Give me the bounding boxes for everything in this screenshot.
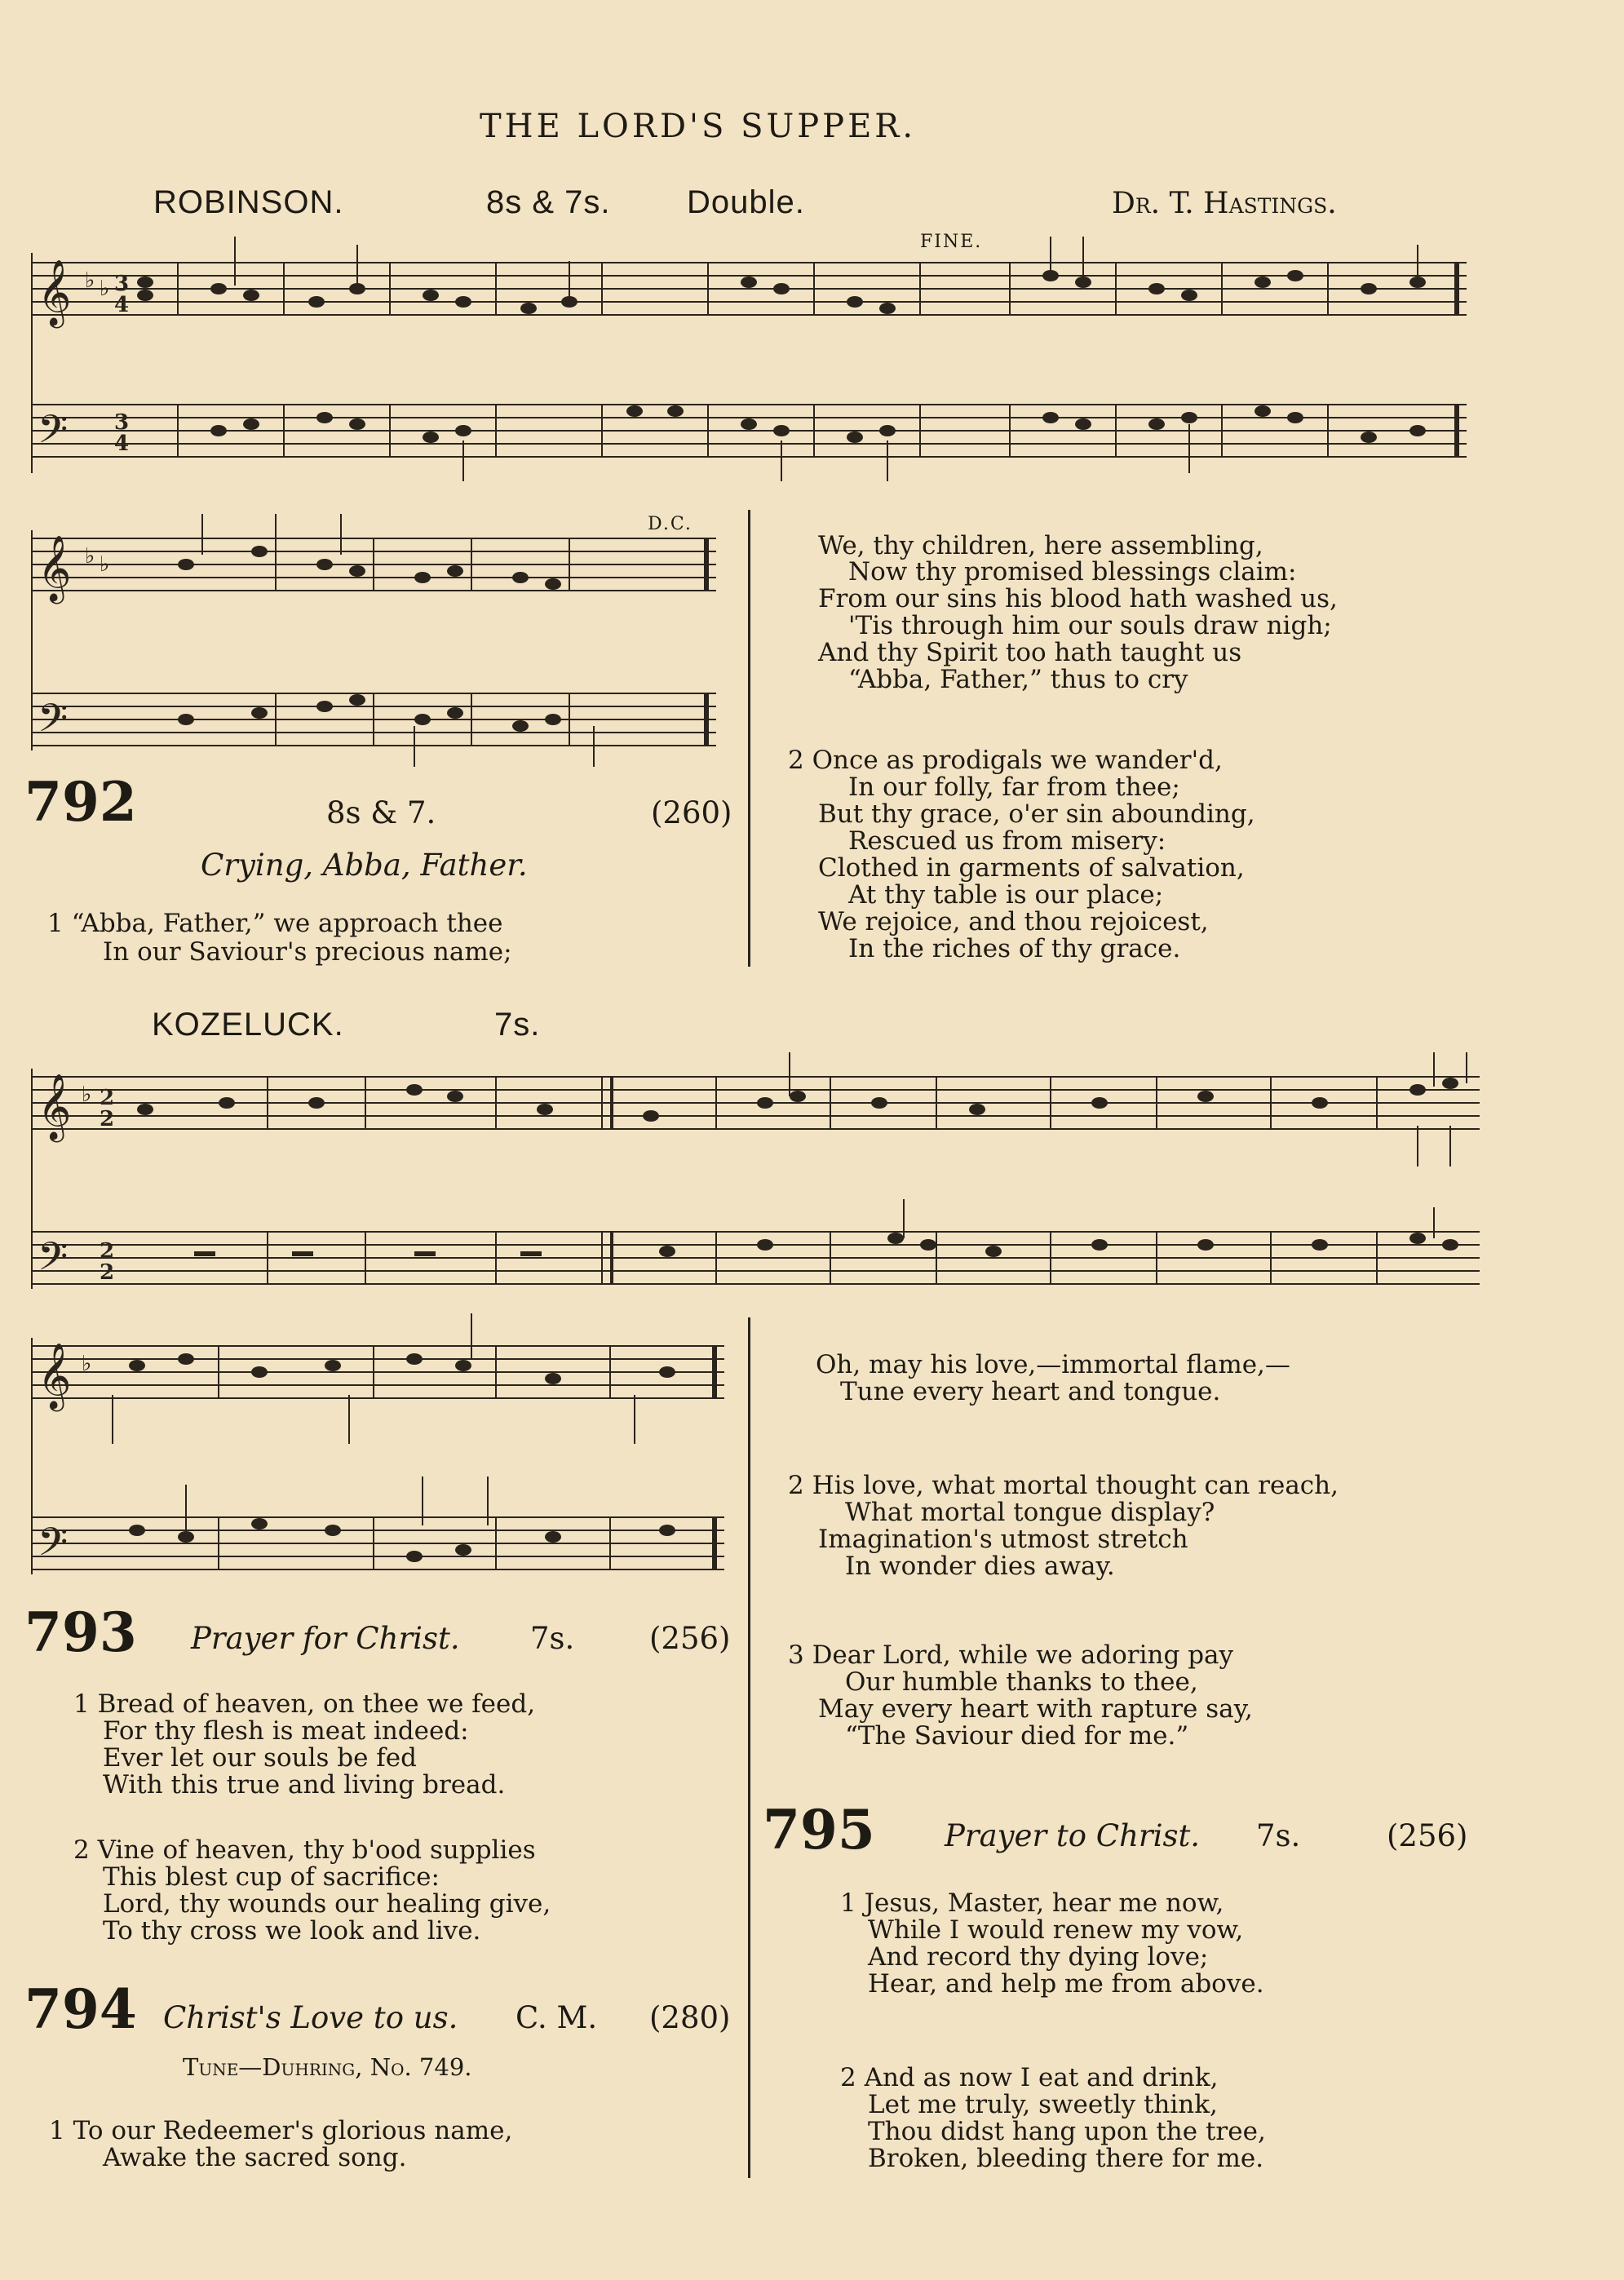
hymn-ref-795: (256) <box>1387 1818 1468 1853</box>
svg-text:3: 3 <box>114 272 130 296</box>
hymn-meter-793: 7s. <box>530 1621 575 1656</box>
verse-line: In our Saviour's precious name; <box>103 937 512 967</box>
hymn-ref-793: (256) <box>649 1621 731 1656</box>
verse-line: Hear, and help me from above. <box>868 1969 1264 1999</box>
svg-text:2: 2 <box>100 1260 115 1285</box>
tune-meter-robinson: 8s & 7s. <box>486 184 611 220</box>
hymn-title-794: Christ's Love to us. <box>163 2000 458 2035</box>
hymn-number-794: 794 <box>24 1977 137 2041</box>
svg-text:4: 4 <box>114 293 130 317</box>
svg-text:𝄞: 𝄞 <box>38 534 72 601</box>
verse-line: May every heart with rapture say, <box>818 1694 1253 1724</box>
verse-line: In the riches of thy grace. <box>848 934 1181 963</box>
svg-text:4: 4 <box>114 432 130 456</box>
hymn-title-793: Prayer for Christ. <box>191 1621 460 1656</box>
music-score-robinson-2 <box>31 506 716 767</box>
svg-text:𝄢: 𝄢 <box>38 1233 69 1289</box>
svg-text:2: 2 <box>100 1086 115 1110</box>
verse-line: What mortal tongue display? <box>845 1498 1215 1527</box>
page-header: THE LORD'S SUPPER. <box>480 108 917 145</box>
dc-marking: D.C. <box>648 514 693 534</box>
svg-text:♭: ♭ <box>85 544 95 569</box>
verse-line: From our sins his blood hath washed us, <box>818 584 1338 613</box>
verse-line: 1 To our Redeemer's glorious name, <box>49 2116 513 2145</box>
verse-line: 2 Vine of heaven, thy b'ood supplies <box>73 1835 536 1865</box>
hymn-number-795: 795 <box>763 1798 875 1862</box>
verse-line: We rejoice, and thou rejoicest, <box>818 907 1209 936</box>
verse-line: With this true and living bread. <box>103 1770 506 1800</box>
music-score-kozeluck-2 <box>31 1313 732 1591</box>
svg-text:2: 2 <box>100 1107 115 1131</box>
verse-line: Now thy promised blessings claim: <box>848 557 1297 587</box>
verse-line: To thy cross we look and live. <box>103 1916 481 1946</box>
svg-text:♭: ♭ <box>100 552 110 577</box>
svg-text:2: 2 <box>100 1239 115 1264</box>
verse-line: While I would renew my vow, <box>868 1915 1244 1945</box>
verse-line: Let me truly, sweetly think, <box>868 2090 1218 2119</box>
verse-line: Rescued us from misery: <box>848 826 1166 856</box>
svg-text:𝄢: 𝄢 <box>38 695 69 750</box>
verse-line: 'Tis through him our souls draw nigh; <box>848 611 1332 640</box>
verse-line: Clothed in garments of salvation, <box>818 853 1245 883</box>
column-divider-bottom <box>748 1317 750 2178</box>
hymn-number-793: 793 <box>24 1600 137 1664</box>
verse-line: 3 Dear Lord, while we adoring pay <box>788 1640 1234 1670</box>
music-score-kozeluck-1 <box>31 1044 1483 1313</box>
verse-line: Tune every heart and tongue. <box>840 1377 1221 1406</box>
verse-line: Awake the sacred song. <box>103 2143 407 2172</box>
verse-line: “The Saviour died for me.” <box>845 1721 1189 1751</box>
hymn-number-792: 792 <box>24 770 137 834</box>
tune-form-robinson: Double. <box>687 184 805 220</box>
hymn-title-795: Prayer to Christ. <box>945 1818 1201 1853</box>
verse-line: And thy Spirit too hath taught us <box>818 638 1242 667</box>
verse-line: Thou didst hang upon the tree, <box>868 2117 1266 2146</box>
verse-line: We, thy children, here assembling, <box>818 531 1263 560</box>
verse-line: Ever let our souls be fed <box>103 1743 417 1773</box>
music-score-robinson-1 <box>31 237 1468 498</box>
svg-text:𝄢: 𝄢 <box>38 1519 69 1574</box>
hymn-meter-794: C. M. <box>516 2000 598 2035</box>
verse-line: 2 Once as prodigals we wander'd, <box>788 746 1223 775</box>
hymn-ref-792: (260) <box>651 795 732 830</box>
hymn-tune-line-794: Tune—Duhring, No. 749. <box>183 2053 472 2081</box>
hymn-title-792: Crying, Abba, Father. <box>201 848 528 883</box>
column-divider-top <box>748 510 750 967</box>
svg-text:𝄞: 𝄞 <box>38 1073 72 1140</box>
tune-meter-kozeluck: 7s. <box>494 1007 541 1043</box>
svg-text:𝄢: 𝄢 <box>38 406 69 462</box>
hymn-ref-794: (280) <box>649 2000 731 2035</box>
verse-line: In wonder dies away. <box>845 1552 1115 1581</box>
verse-line: In our folly, far from thee; <box>848 773 1180 802</box>
tune-name-kozeluck: KOZELUCK. <box>152 1007 344 1043</box>
svg-text:♭: ♭ <box>100 277 110 301</box>
svg-text:♭: ♭ <box>85 268 95 293</box>
fine-marking: FINE. <box>920 232 983 252</box>
verse-line: Our humble thanks to thee, <box>845 1667 1198 1697</box>
hymn-meter-792: 8s & 7. <box>326 795 436 830</box>
tune-name-robinson: ROBINSON. <box>153 184 344 220</box>
svg-text:♭: ♭ <box>82 1082 92 1107</box>
svg-text:𝄞: 𝄞 <box>38 1342 72 1409</box>
verse-line: 2 And as now I eat and drink, <box>840 2063 1219 2092</box>
verse-line: Lord, thy wounds our healing give, <box>103 1889 551 1919</box>
verse-line: 2 His love, what mortal thought can reach, <box>788 1471 1339 1500</box>
verse-line: Oh, may his love,—immortal flame,— <box>816 1350 1290 1379</box>
svg-text:♭: ♭ <box>82 1352 92 1376</box>
svg-text:𝄞: 𝄞 <box>38 259 72 325</box>
verse-line: 1 “Abba, Father,” we approach thee <box>47 909 503 938</box>
hymn-meter-795: 7s. <box>1256 1818 1301 1853</box>
verse-line: Imagination's utmost stretch <box>818 1525 1188 1554</box>
verse-line: This blest cup of sacrifice: <box>103 1862 440 1892</box>
verse-line: 1 Bread of heaven, on thee we feed, <box>73 1689 536 1719</box>
verse-line: For thy flesh is meat indeed: <box>103 1716 469 1746</box>
verse-line: And record thy dying love; <box>868 1942 1209 1972</box>
svg-text:3: 3 <box>114 410 130 435</box>
verse-line: At thy table is our place; <box>848 880 1164 910</box>
verse-line: 1 Jesus, Master, hear me now, <box>840 1888 1224 1918</box>
verse-line: “Abba, Father,” thus to cry <box>848 665 1188 694</box>
verse-line: Broken, bleeding there for me. <box>868 2144 1264 2173</box>
composer-robinson: Dr. T. Hastings. <box>1112 187 1337 220</box>
verse-line: But thy grace, o'er sin abounding, <box>818 799 1255 829</box>
